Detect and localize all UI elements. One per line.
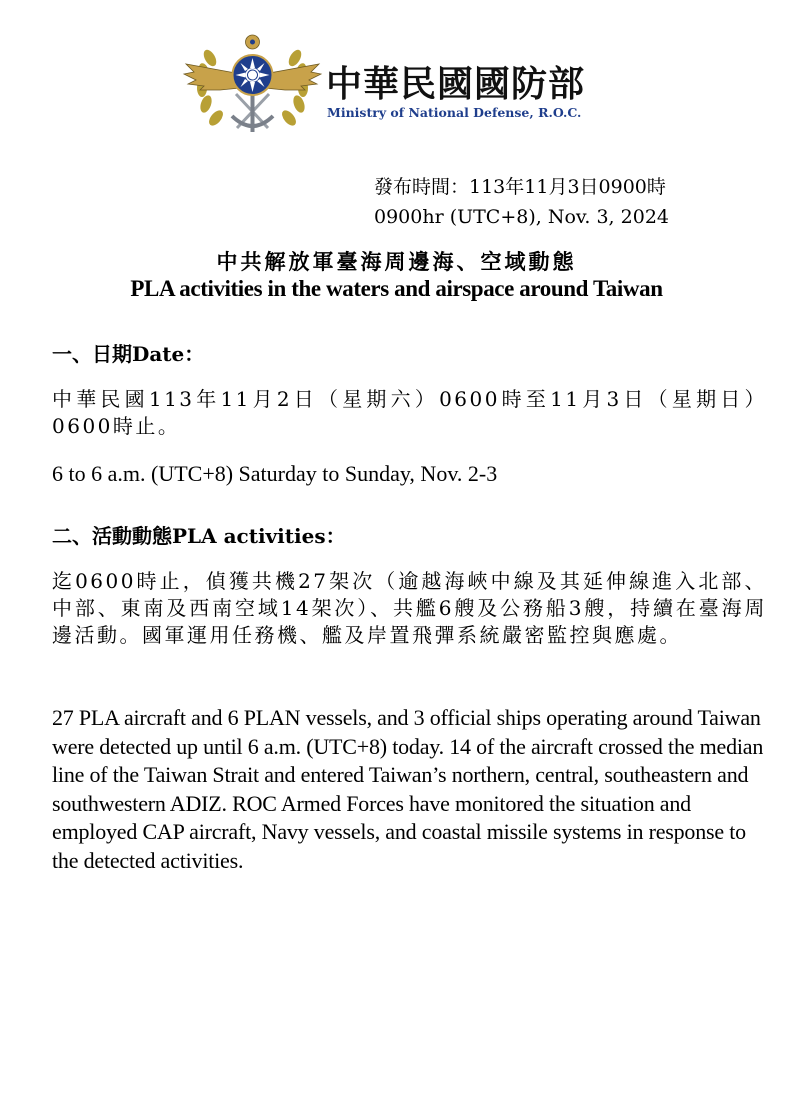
page-title-zh: 中共解放軍臺海周邊海、空域動態 (216, 250, 577, 274)
section-activities-body-en: 27 PLA aircraft and 6 PLAN vessels, and 3 official ships operating around Taiwan were detected up until 6 a.m. (UTC+8) today. 14 of the aircraft crossed the median line of the Taiwan Strait and entered Taiwan’s northern, central, southeastern and southwestern ADIZ. ROC Armed Forces have monitored the situation and employed CAP aircraft, Navy vessels, and coastal missile systems in response to the detected activities. (52, 705, 764, 873)
release-time-en: 0900hr (UTC+8), Nov. 3, 2024 (374, 206, 669, 228)
section-activities-body-zh: 迄0600時止，偵獲共機27架次（逾越海峽中線及其延伸線進入北部、中部、東南及西南空域14架次）、共艦6艘及公務船3艘，持續在臺海周邊活動。國軍運用任務機、艦及岸置飛彈系統嚴密監控與應處。 (52, 569, 767, 647)
mnd-emblem-icon (180, 28, 325, 140)
org-name-zh: 中華民國國防部 (326, 64, 586, 105)
letterhead (180, 28, 640, 140)
section-date-heading: 一、日期Date： (52, 342, 205, 366)
release-time-zh: 發布時間：113年11月3日0900時 (374, 176, 666, 198)
page-title-en: PLA activities in the waters and airspace around Taiwan (130, 276, 663, 301)
section-date-body-en: 6 to 6 a.m. (UTC+8) Saturday to Sunday, Nov. 2-3 (52, 461, 498, 486)
org-name-en: Ministry of National Defense, R.O.C. (327, 105, 582, 120)
release-time (374, 172, 669, 232)
section-activities-heading: 二、活動動態PLA activities： (52, 524, 346, 548)
section-date-body-zh: 中華民國113年11月2日（星期六）0600時至11月3日（星期日）0600時止。 (52, 387, 767, 438)
